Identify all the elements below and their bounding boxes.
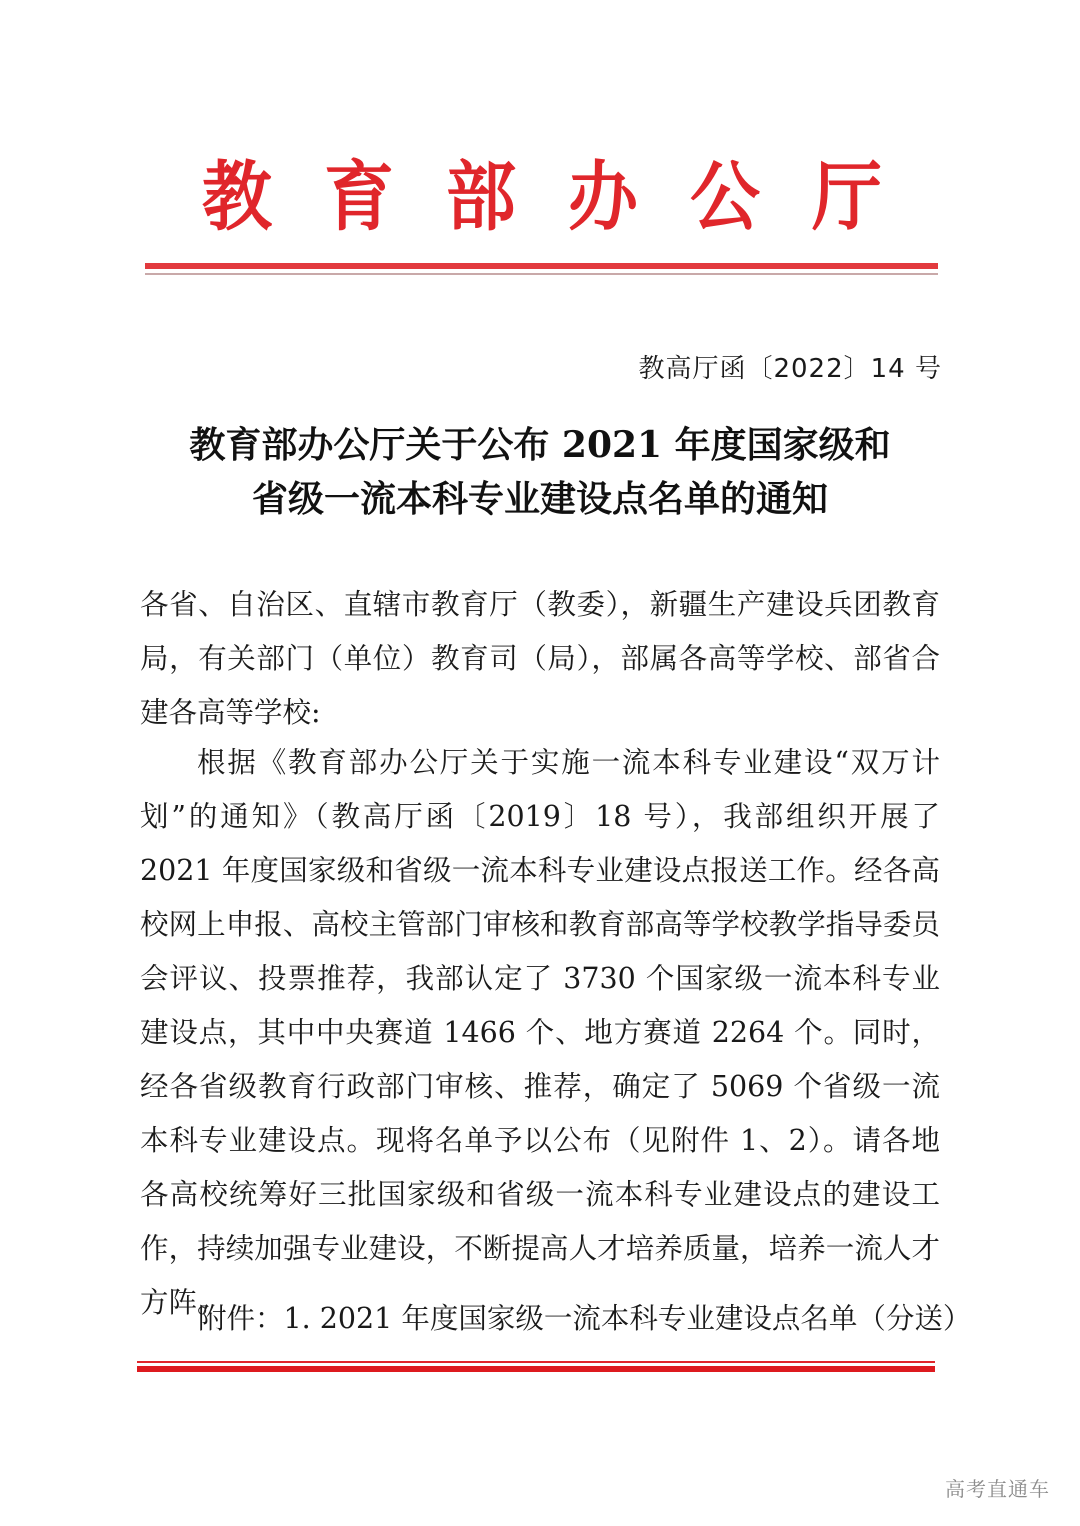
- masthead-char: 教: [202, 151, 272, 242]
- body-paragraph: 根据《教育部办公厅关于实施一流本科专业建设“双万计划”的通知》（教高厅函〔2019〕18 号），我部组织开展了 2021 年度国家级和省级一流本科专业建设点报送工作。经各高校网上申报、高校主管部门审核和教育部高等学校教学指导委员会评议、投票推荐，我部认定了 3730 个国家级一流本科专业建设点，其中中央赛道 1466 个、地方赛道 2264 个。同时，经各省级教育行政部门审核、推荐，确定了 5069 个省级一流本科专业建设点。现将名单予以公布（见附件 1、2）。请各地各高校统筹好三批国家级和省级一流本科专业建设点的建设工作，持续加强专业建设，不断提高人才培养质量，培养一流人才方阵。: [140, 746, 940, 1319]
- title-line-2: 省级一流本科专业建设点名单的通知: [251, 478, 828, 520]
- masthead-char: 厅: [812, 151, 882, 242]
- document-number: 教高厅函〔2022〕14 号: [638, 354, 942, 384]
- masthead-char: 育: [324, 151, 394, 242]
- title-line-1: 教育部办公厅关于公布 2021 年度国家级和: [189, 424, 891, 466]
- header-thin-rule: [145, 273, 938, 275]
- document-title: [140, 418, 940, 526]
- footer-thin-rule: [137, 1361, 935, 1363]
- attachment-line: 附件：1. 2021 年度国家级一流本科专业建设点名单（分送）: [198, 1302, 972, 1335]
- masthead-char: 办: [568, 151, 638, 242]
- masthead-char: 公: [690, 151, 760, 242]
- header-red-rule: [145, 263, 938, 269]
- footer-red-rule: [137, 1366, 935, 1372]
- masthead-char: 部: [446, 151, 516, 242]
- watermark: 高考直通车: [945, 1477, 1050, 1501]
- addressee: 各省、自治区、直辖市教育厅（教委），新疆生产建设兵团教育局，有关部门（单位）教育司（局），部属各高等学校、部省合建各高等学校:: [140, 588, 940, 729]
- masthead: [140, 152, 940, 242]
